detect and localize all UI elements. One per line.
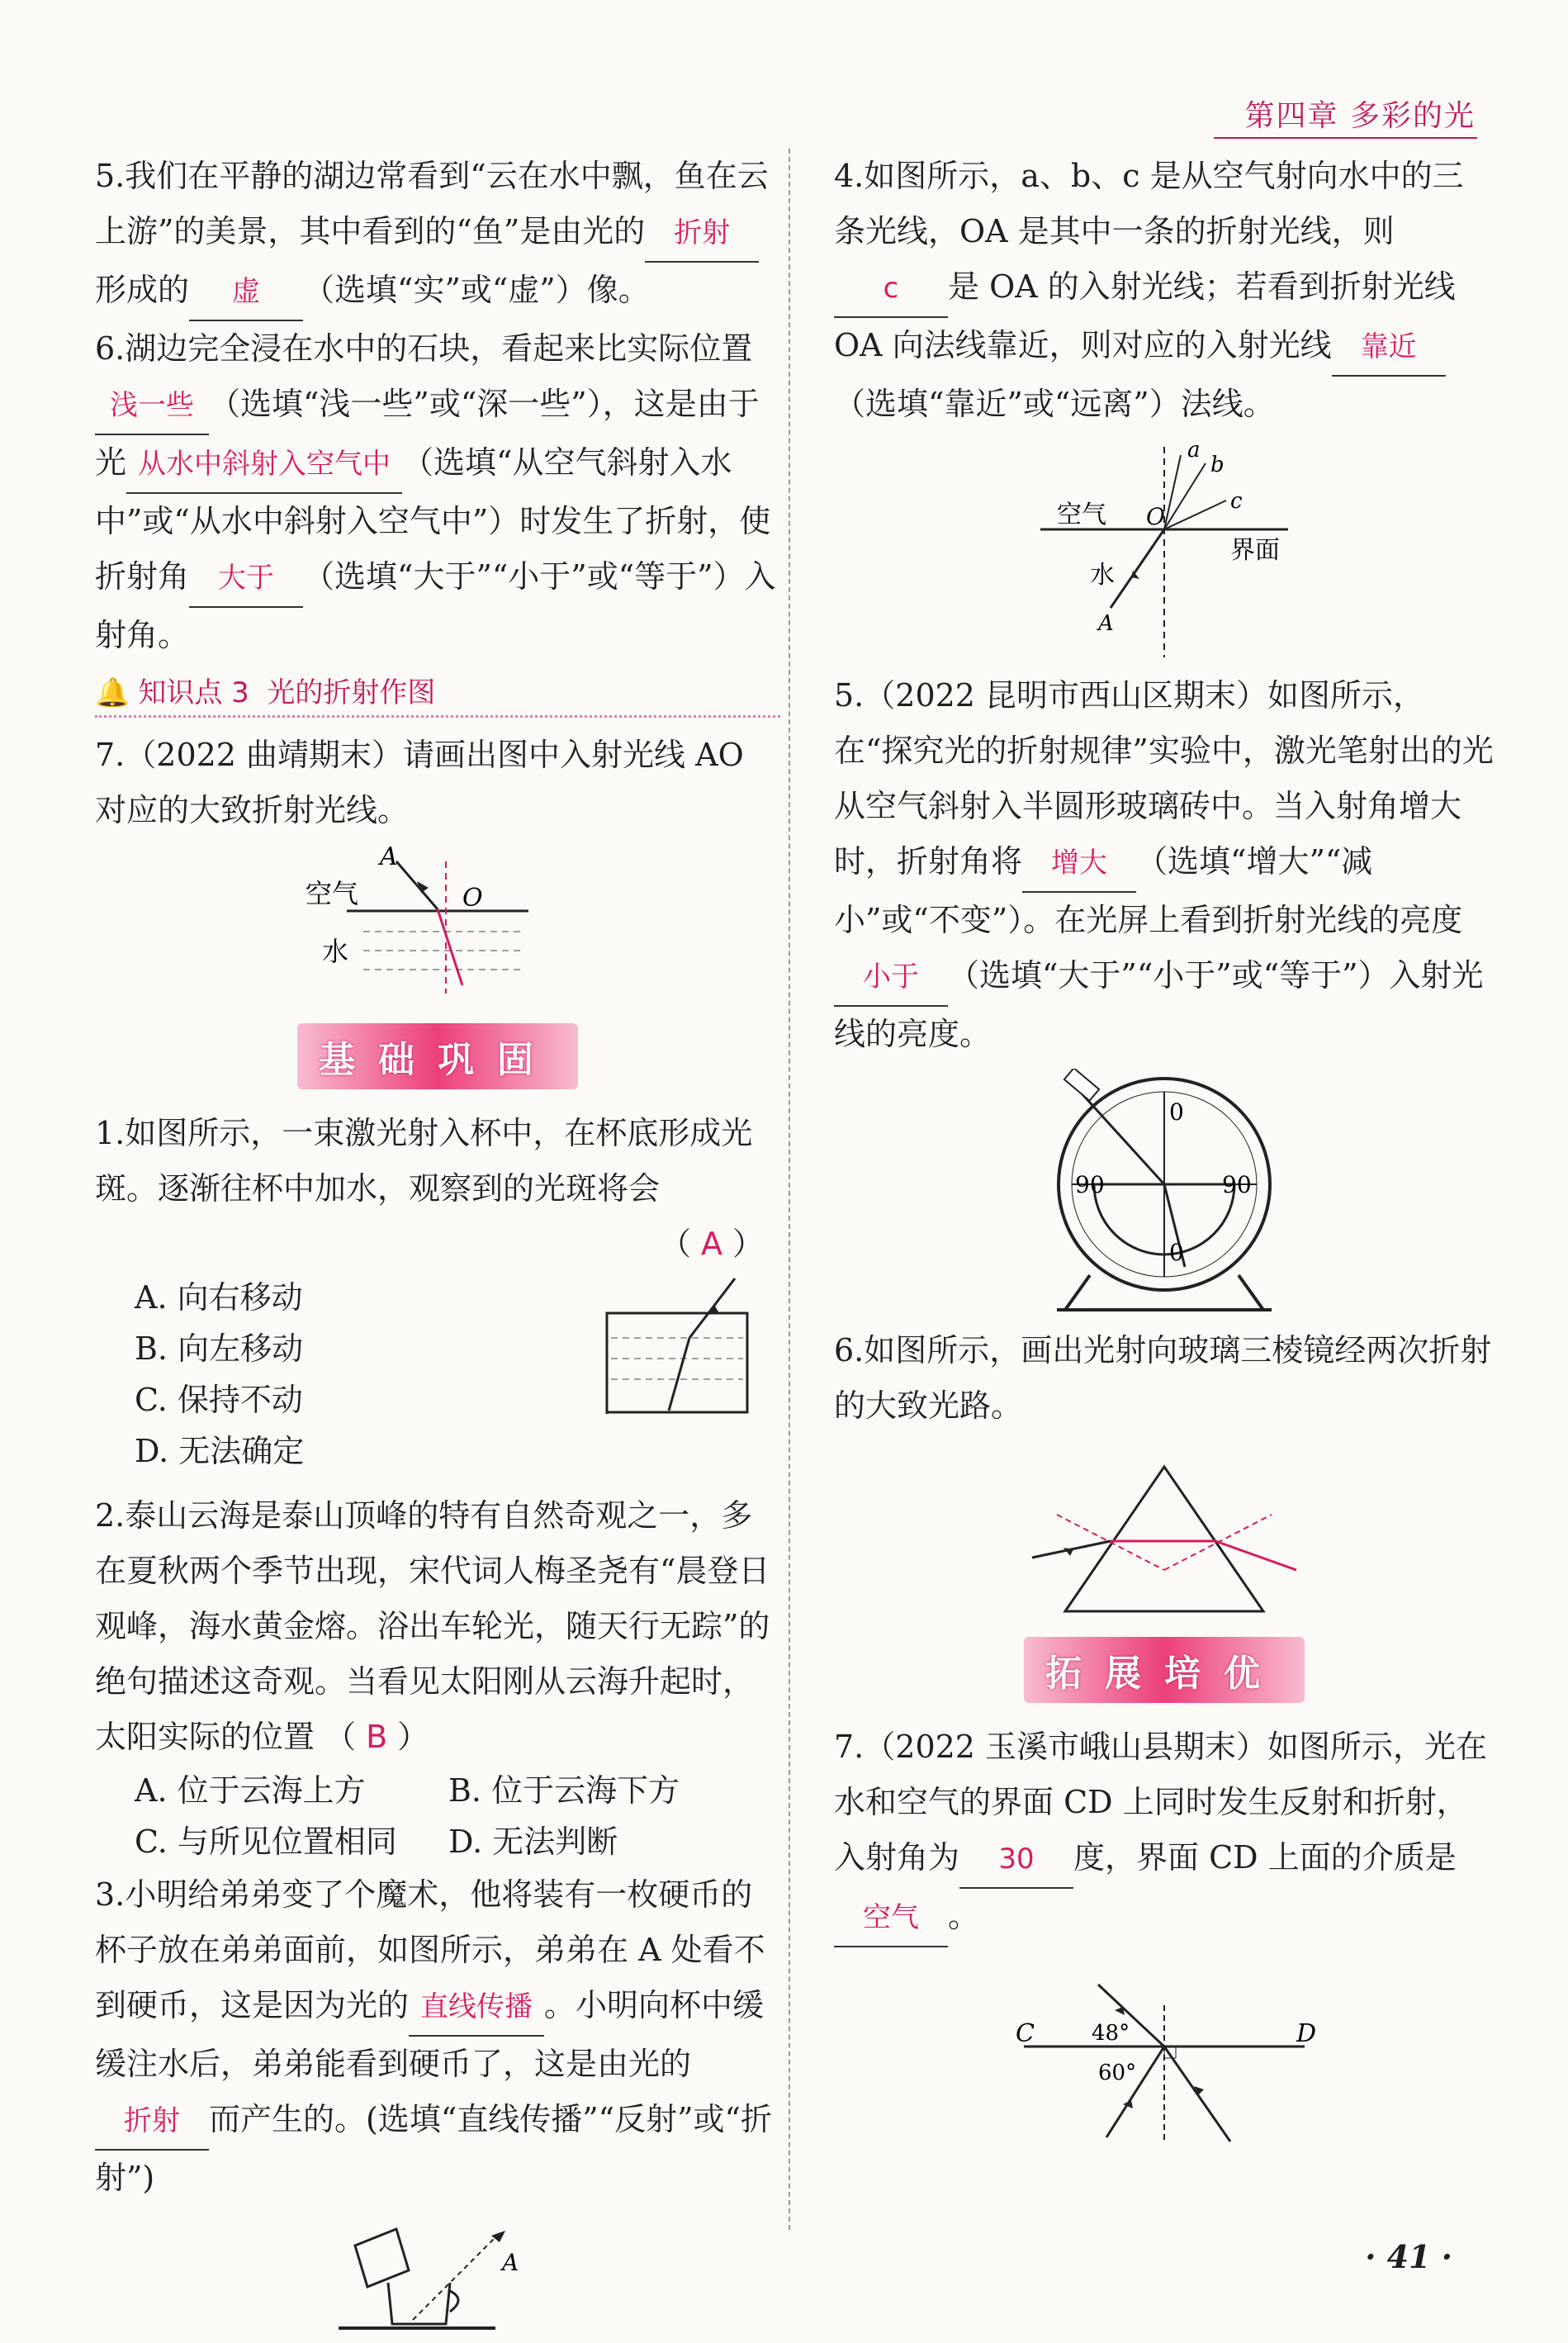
cup-laser-figure [590,1272,756,1421]
question-r6: 6.如图所示，画出光射向玻璃三棱镜经两次折射的大致光路。 [834,1332,1492,1424]
option-b[interactable]: B. 位于云海下方 [448,1772,680,1809]
column-divider [789,149,790,2230]
option-c[interactable]: C. 保持不动 [135,1382,303,1418]
bell-icon: 🔔 [95,676,130,709]
question-b3: 3.小明给弟弟变了个魔术，他将装有一枚硬币的杯子放在弟弟面前，如图所示，弟弟在 A 处看不到硬币，这是因为光的 直线传播 。小明向杯中缓缓注水后，弟弟能看到硬币了，这是由光的折射 而产生的。(选填“直线传播”“反射”或“折射”) [95,1876,772,2196]
scale-bottom: 0 [1169,1239,1184,1266]
choice-answer[interactable]: B [366,1719,388,1755]
stand-leg [1065,1275,1090,1310]
answer-blank[interactable]: 30 [959,1832,1073,1889]
question-r4: 4.如图所示，a、b、c 是从空气射向水中的三条光线，OA 是其中一条的折射光线，则c 是 OA 的入射光线；若看到折射光线 OA 向法线靠近，则对应的入射光线 靠近（选填“靠近”或“远离”）法线。 [834,158,1464,422]
header-rule [1214,137,1477,139]
left-column [95,149,780,2343]
question-b1: 1.如图所示，一束激光射入杯中，在杯底形成光斑。逐渐往杯中加水，观察到的光斑将会 [95,1115,753,1207]
protractor-disc-figure [1032,1069,1296,1316]
question-b2: 2.泰山云海是泰山顶峰的特有自然奇观之一，多在夏秋两个季节出现，宋代词人梅圣尧有“晨登日观峰，海水黄金熔。浴出车轮光，随天行无踪”的绝句描述这奇观。当看见太阳刚从云海升起时，太阳实际的位置 （ B ） [95,1488,780,1765]
option-a[interactable]: A. 位于云海上方 [135,1772,366,1809]
angle-60: 60° [1098,2061,1137,2085]
answer-blank[interactable]: 靠近 [1332,320,1446,377]
page-number: · 41 · [1365,2238,1452,2275]
scale-left: 90 [1075,1171,1105,1198]
pitcher-icon [355,2229,409,2287]
answer-blank[interactable]: 浅一些 [95,378,209,435]
answer-blank[interactable]: 空气 [834,1890,948,1947]
three-rays-figure [1007,439,1321,662]
exit-ray [1215,1541,1296,1570]
laser-pen-icon [1064,1069,1099,1101]
label-o: O [462,884,483,913]
answer-blank[interactable]: 折射 [95,2094,209,2151]
option-c[interactable]: C. 与所见位置相同 [135,1824,397,1860]
label-interface: 界面 [1230,536,1280,565]
angle-48: 48° [1092,2021,1130,2046]
chapter-header: 第四章 多彩的光 [1244,99,1476,133]
ray-a [1164,455,1181,529]
label-air: 空气 [306,878,359,909]
label-c: c [1230,489,1243,514]
answer-blank[interactable]: 折射 [645,206,759,263]
section-basic: 基础巩固 [95,1023,780,1089]
label-d: D [1296,2019,1317,2048]
cup-icon [388,2283,450,2324]
question-l7: 7.（2022 曲靖期末）请画出图中入射光线 AO 对应的大致折射光线。 [95,737,744,828]
laser-ray-in-water [669,1338,689,1411]
prism-figure [1024,1458,1305,1615]
answer-blank[interactable]: 从水中斜射入空气中 [126,437,402,494]
label-a: A [502,2249,519,2276]
refraction-figure-ao [297,845,578,1002]
ray-arrow [1115,2007,1125,2015]
label-b: b [1210,453,1225,477]
answer-blank[interactable]: 小于 [834,950,948,1007]
eye-icon [491,2231,505,2242]
answer-blank[interactable]: 虚 [189,264,303,321]
scale-right: 90 [1222,1171,1252,1198]
label-water: 水 [1090,561,1115,590]
question-l6: 6.湖边完全浸在水中的石块，看起来比实际位置浅一些 （选填“浅一些”或“深一些”），这是由于光 从水中斜射入空气中 （选填“从空气斜射入水中”或“从水中斜射入空气中”）时发生了折射，使折射角 大于 （选填“大于”“小于”或“等于”）入射角。 [95,330,776,653]
answer-blank[interactable]: 直线传播 [409,1980,544,2037]
question-r7: 7.（2022 玉溪市峨山县期末）如图所示，光在水和空气的界面 CD 上同时发生反射和折射，入射角为 30 度，界面 CD 上面的介质是空气 。 [834,1719,1495,1947]
ray-oa [1111,529,1164,608]
options-b2 [135,1765,780,1867]
option-a[interactable]: A. 向右移动 [135,1279,303,1316]
knowledge-point-heading: 🔔 知识点 3 光的折射作图 [95,670,780,718]
incident-ray [396,861,438,909]
label-c: C [1016,2019,1035,2048]
right-column [834,149,1495,2152]
question-r5: 5.（2022 昆明市西山区期末）如图所示，在“探究光的折射规律”实验中，激光笔射出的光从空气斜射入半圆形玻璃砖中。当入射角增大时，折射角将 增大 （选填“增大”“减小”或“不变”）。在光屏上看到折射光线的亮度小于 （选填“大于”“小于”或“等于”）入射光线的亮度。 [834,677,1494,1052]
scale-top: 0 [1169,1098,1184,1126]
label-a: A [380,845,398,871]
answer-blank[interactable]: 增大 [1022,836,1136,893]
label-water: 水 [322,936,349,967]
answer-blank[interactable]: 大于 [189,551,303,608]
answer-paren-b1: （ A ） [95,1217,764,1272]
answer-blank[interactable]: c [834,261,948,318]
option-d[interactable]: D. 无法确定 [135,1433,305,1469]
b1-options-block [95,1272,780,1488]
option-d[interactable]: D. 无法判断 [448,1824,618,1860]
prism-outline [1065,1467,1263,1611]
label-o: O [1146,503,1165,530]
section-advanced: 拓展培优 [834,1637,1495,1703]
label-air: 空气 [1057,500,1106,529]
label-a-small: a [1187,439,1201,462]
coin-cup-figure [330,2213,545,2336]
option-b[interactable]: B. 向左移动 [135,1330,304,1367]
stand-leg [1239,1275,1263,1310]
label-a-cap: A [1098,611,1114,636]
refracted-ray-answer [438,909,462,985]
choice-answer[interactable]: A [700,1226,722,1262]
cd-interface-figure [999,1980,1329,2146]
question-l5: 5.我们在平静的湖边常看到“云在水中飘，鱼在云上游”的美景，其中看到的“鱼”是由光的 折射形成的 虚 （选填“实”或“虚”）像。 [95,149,780,321]
cup-outline [607,1313,747,1412]
